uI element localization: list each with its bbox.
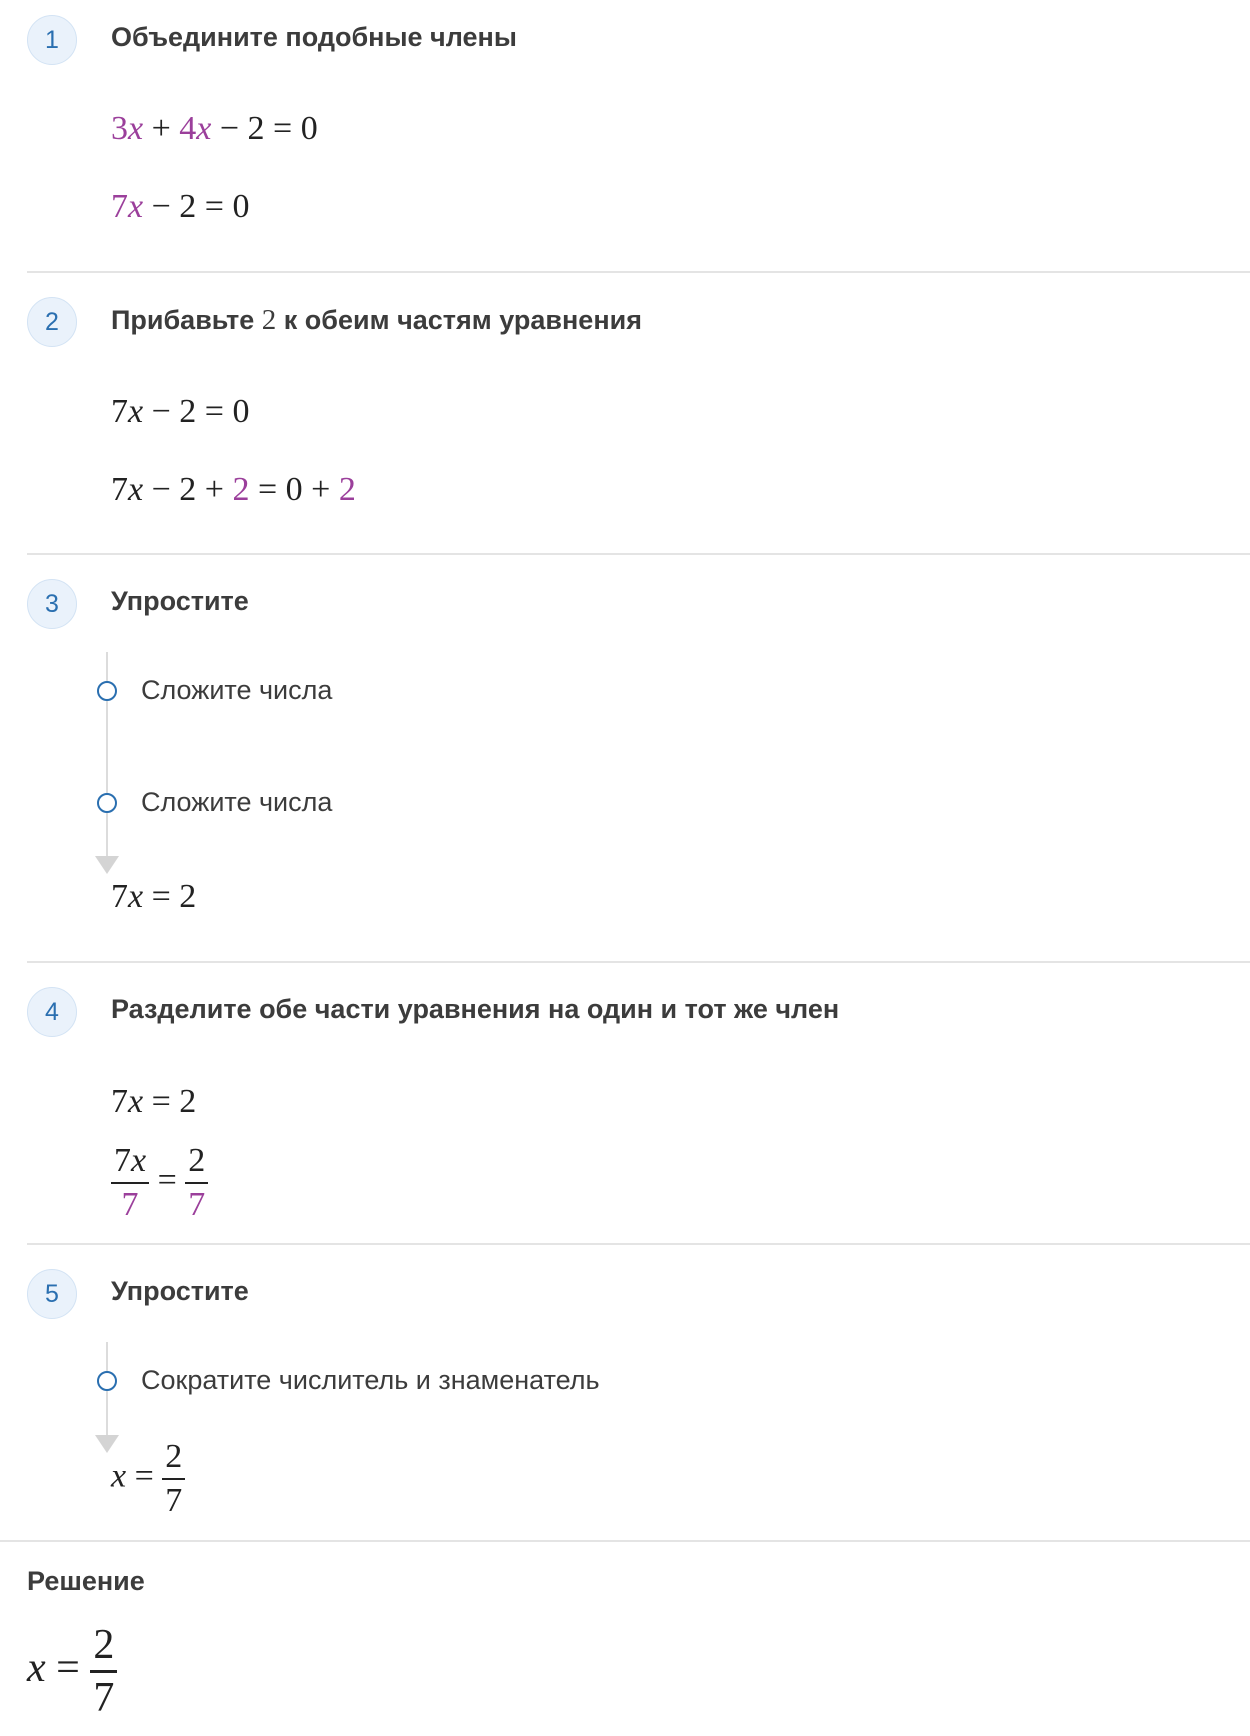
- step-divider: [27, 271, 1250, 273]
- substep-label[interactable]: Сложите числа: [141, 675, 333, 705]
- math-line: 7x − 2 + 2 = 0 + 2: [111, 471, 356, 508]
- step-title: Объедините подобные члены: [111, 22, 517, 52]
- step-number-badge: 5: [27, 1269, 77, 1319]
- step-result: x = $\frac{2}{7}$: [111, 1439, 185, 1518]
- substep-bullet: [97, 793, 117, 813]
- step-number-badge: 2: [27, 297, 77, 347]
- step-divider: [27, 1243, 1250, 1245]
- math-line: 7x = 2: [111, 1083, 197, 1120]
- step-number-badge: 3: [27, 579, 77, 629]
- math-line: 7x − 2 = 0: [111, 393, 250, 430]
- solution-title: Решение: [27, 1566, 145, 1596]
- step-number-badge: 1: [27, 15, 77, 65]
- solution-divider: [0, 1540, 1250, 1542]
- step-divider: [27, 961, 1250, 963]
- substep-bullet: [97, 681, 117, 701]
- step-title: Упростите: [111, 586, 249, 616]
- step-title: Разделите обе части уравнения на один и тот же член: [111, 994, 840, 1024]
- substep-label[interactable]: Сократите числитель и знаменатель: [141, 1365, 600, 1395]
- math-line: 7x − 2 = 0: [111, 188, 250, 225]
- step-number-badge: 4: [27, 987, 77, 1037]
- substep-label[interactable]: Сложите числа: [141, 787, 333, 817]
- step-divider: [27, 553, 1250, 555]
- solution-value: x = $\frac{2}{7}$: [27, 1623, 117, 1720]
- substep-bullet: [97, 1371, 117, 1391]
- math-line: $\frac{7x}{7}$ = $\frac{2}{7}$: [111, 1143, 208, 1222]
- step-result: 7x = 2: [111, 878, 197, 915]
- arrow-down-icon: [95, 856, 119, 874]
- step-title: Прибавьте 2 к обеим частям уравнения: [111, 304, 642, 336]
- step-title: Упростите: [111, 1276, 249, 1306]
- math-line: 3x + 4x − 2 = 0: [111, 110, 318, 147]
